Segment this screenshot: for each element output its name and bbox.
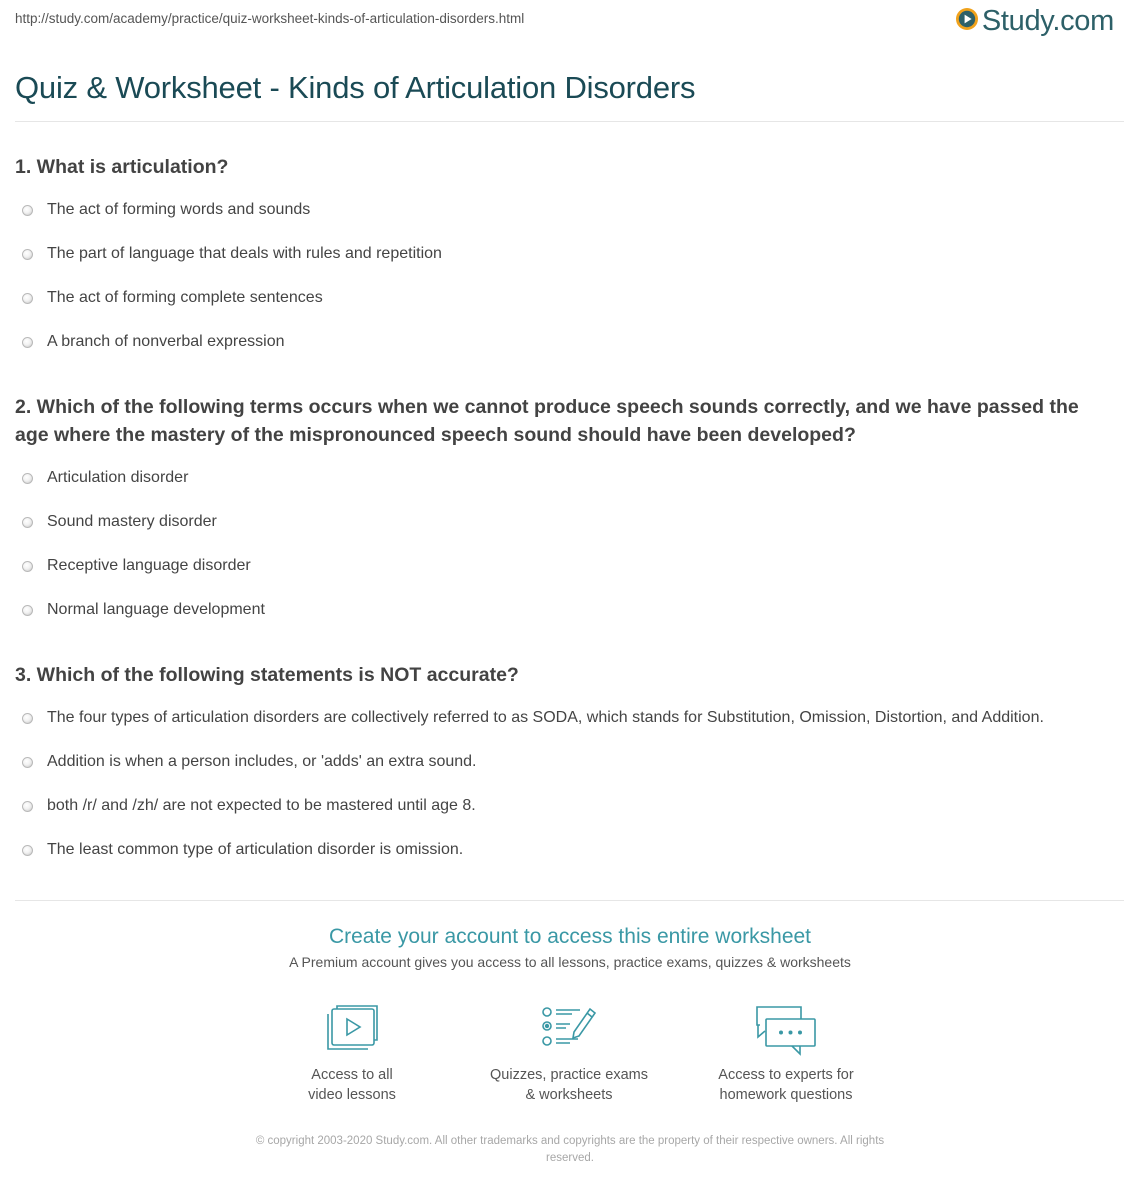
radio-button[interactable] — [22, 249, 33, 260]
question-2: 2. Which of the following terms occurs when we cannot produce speech sounds correctly, and we have passed the age where the mastery of the mispronounced speech sound should have been developed? — [15, 396, 1079, 446]
feature-line: Access to all — [311, 1067, 393, 1083]
play-logo-icon — [955, 7, 979, 36]
page-title: Quiz & Worksheet - Kinds of Articulation Disorders — [15, 70, 696, 105]
radio-button[interactable] — [22, 757, 33, 768]
question-2-option-4[interactable] — [22, 599, 265, 621]
header-divider — [15, 121, 1124, 122]
radio-button[interactable] — [22, 517, 33, 528]
logo-text: Study.com — [981, 5, 1114, 37]
question-1: 1. What is articulation? — [15, 156, 229, 178]
premium-description: A Premium account gives you access to all lessons, practice exams, quizzes & worksheets — [289, 954, 851, 970]
option-label: Sound mastery disorder — [47, 513, 217, 530]
question-2-option-3[interactable] — [22, 555, 251, 577]
option-label: A branch of nonverbal expression — [47, 333, 285, 350]
study-logo[interactable] — [955, 7, 1114, 36]
copyright-line: reserved. — [546, 1152, 594, 1164]
question-1-option-4[interactable] — [22, 331, 284, 353]
copyright-notice — [215, 1133, 925, 1167]
question-3-option-3[interactable] — [22, 795, 476, 817]
option-label: The part of language that deals with rules and repetition — [47, 245, 442, 262]
option-label: The act of forming complete sentences — [47, 289, 323, 306]
option-label: Receptive language disorder — [47, 557, 251, 574]
radio-button[interactable] — [22, 845, 33, 856]
page-url: http://study.com/academy/practice/quiz-worksheet-kinds-of-articulation-disorders.html — [15, 11, 525, 26]
question-3-option-2[interactable] — [22, 751, 476, 773]
option-label: Normal language development — [47, 601, 265, 618]
question-3: 3. Which of the following statements is NOT accurate? — [15, 664, 519, 686]
question-1-option-1[interactable] — [22, 199, 310, 221]
question-2-option-2[interactable] — [22, 511, 217, 533]
radio-button[interactable] — [22, 205, 33, 216]
option-label: Articulation disorder — [47, 469, 189, 486]
question-1-option-2[interactable] — [22, 243, 442, 265]
video-lessons-icon — [252, 1005, 452, 1057]
feature-video-lessons — [252, 1005, 452, 1105]
option-label: Addition is when a person includes, or 'adds' an extra sound. — [47, 753, 477, 770]
feature-line: video lessons — [308, 1087, 396, 1103]
question-3-option-4[interactable] — [22, 839, 463, 861]
content-divider — [15, 900, 1124, 901]
feature-experts — [686, 1005, 886, 1105]
feature-quizzes — [469, 1005, 669, 1105]
create-account-link[interactable]: Create your account to access this entire worksheet — [328, 925, 812, 948]
question-2-option-1[interactable] — [22, 467, 188, 489]
radio-button[interactable] — [22, 337, 33, 348]
radio-button[interactable] — [22, 561, 33, 572]
copyright-line: © copyright 2003-2020 Study.com. All other trademarks and copyrights are the property of their respective owners. All rights — [255, 1135, 885, 1147]
chat-bubbles-icon — [686, 1005, 886, 1057]
option-label: The four types of articulation disorders are collectively referred to as SODA, which stands for Substitution, Omission, Distortion, and Addition. — [47, 709, 1044, 726]
option-label: both /r/ and /zh/ are not expected to be mastered until age 8. — [47, 797, 476, 814]
radio-button[interactable] — [22, 801, 33, 812]
feature-line: & worksheets — [525, 1087, 613, 1103]
feature-line: homework questions — [719, 1087, 853, 1103]
radio-button[interactable] — [22, 713, 33, 724]
radio-button[interactable] — [22, 605, 33, 616]
feature-line: Access to experts for — [718, 1067, 854, 1083]
radio-button[interactable] — [22, 293, 33, 304]
feature-line: Quizzes, practice exams — [490, 1067, 648, 1083]
question-1-option-3[interactable] — [22, 287, 323, 309]
quiz-checklist-icon — [469, 1005, 669, 1057]
option-label: The least common type of articulation disorder is omission. — [47, 841, 464, 858]
option-label: The act of forming words and sounds — [47, 201, 311, 218]
question-3-option-1[interactable] — [22, 707, 1044, 729]
radio-button[interactable] — [22, 473, 33, 484]
